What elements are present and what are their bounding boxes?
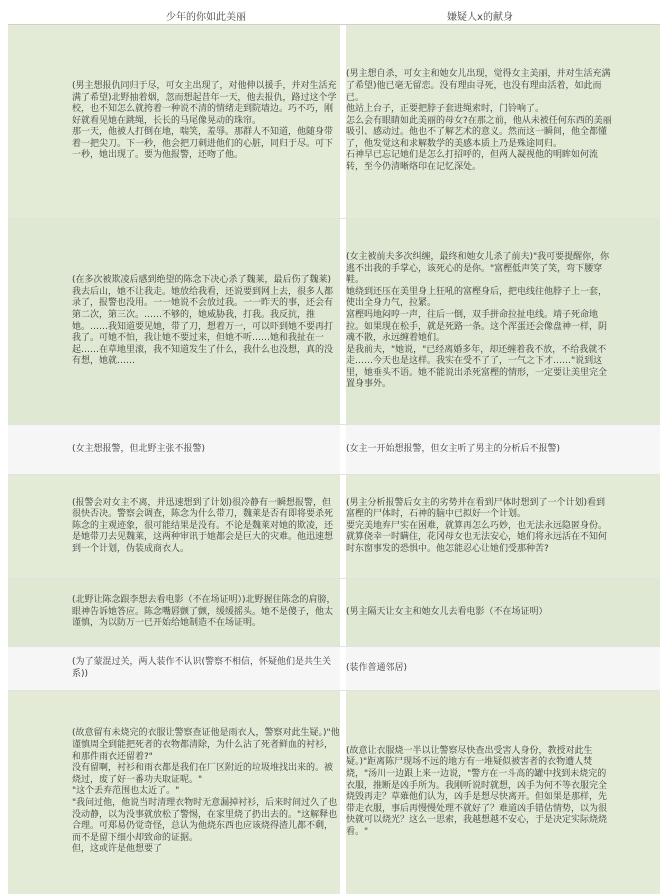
row-margin-left <box>8 219 72 425</box>
row-margin-right <box>614 219 660 425</box>
left-excerpt-cell: (男主想报仇同归于尽，可女主出现了，对他伸以援手，并对生活充满了希望)北野抽着烟，忽而想起昔年一天，他去报仇，路过这个学校，也不知怎么就挎着一种说不清的情绪走到院墙边。巧不巧，刚好就看见她在跳绳，长长的马尾像晃动的珠帘。 那一天，他被人打倒在地，喘笑，羞辱。那群人不知道，他随身带着一把尖刀。下一秒，他会把刀刺进他们的心脏，同归于尽。可下一秒，她出现了。要为他报警，还吻了他。 <box>72 25 340 219</box>
row-margin-left <box>8 691 72 894</box>
row-margin-left <box>8 25 72 219</box>
row-margin-right <box>614 647 660 691</box>
comparison-row <box>8 475 660 579</box>
right-excerpt-cell: (女主被前夫多次纠缠，最终和她女儿杀了前夫)"我可要提醒你，你逃不出我的手掌心，该死心的是你。"富樫低声笑了笑，弯下腰穿鞋。 她绕到还压在美里身上狂吼的富樫身后，把电线往他脖子上一套，使出全身力气，拉紧。 富樫吗地闷哼一声，往后一倒，双手拼命拉扯电线。靖子死命地拉。如果现在松手，就是死路一条。这个浑蛋还会像盘神一样，阴魂不散，永远缠着她们。 是我前夫，"她说，"已经离婚多年，却还缠着我不放，不给我就不走……今天也是这样。我实在受不了了，一气之下才……"说到这里，她垂头不语。她不能说出杀死富樫的情形，一定要让美里完全置身事外。 <box>346 219 614 425</box>
row-margin-left <box>8 475 72 579</box>
left-excerpt-cell: (北野让陈念跟李想去看电影（不在场证明）)北野握住陈念的肩膀，眼神告诉她答应。陈念嘴唇颤了颤，缓缓摇头。她不是傻子，他太谨慎，为以防万一已开始给她制造不在场证明。 <box>72 579 340 647</box>
left-excerpt-cell: (女主想报警，但北野主张不报警) <box>72 425 340 475</box>
left-excerpt-cell: (报警会对女主不离，并迅速想到了计划)很冷静有一瞬想报警，但很快否决。警察会调查，陈念为什么带刀，魏莱是否有即将要杀死陈念的主观迹象，很可能结果是没有。不论是魏莱对她的欺凌，还是她带刀去见魏莱，这两种审讯于她都会是巨大的灾难。他迅速想到一个计划，伪装成商衣人。 <box>72 475 340 579</box>
comparison-row <box>8 579 660 647</box>
comparison-table <box>8 6 660 894</box>
row-margin-right <box>614 25 660 219</box>
row-margin-right <box>614 579 660 647</box>
right-excerpt-cell: (男主隔天让女主和她女儿去看电影（不在场证明） <box>346 579 614 647</box>
left-excerpt-cell: (故意留有未烧完的衣服让警察查证他是雨衣人，警察对此生疑。)"他谨慎周全到能把死者的衣物都清除，为什么沾了死者鲜血的衬衫，和那件雨衣还留着?" 没有留啊，衬衫和雨衣都是我们在厂区附近的垃圾堆找出来的。被烧过，废了好一番功夫取证呢。" "这个丢弃范围也太近了。" "我问过他，他说当时清理衣物时无意漏掉衬衫，后来时间过久了也没动静，以为没事就放松了警惕，在家里烧了扔出去的。"这解释也合理。可郑易仍觉奇怪，总认为他烧东西也应该烧得渣儿都不剩，而不是留下细小却致命的证据。 但，这或许是他想要了 <box>72 691 340 894</box>
left-excerpt-cell: (为了蒙混过关，两人装作不认识(警察不相信，怀疑他们是共生关系)) <box>72 647 340 691</box>
comparison-row <box>8 219 660 425</box>
header-row <box>8 6 660 25</box>
row-margin-right <box>614 425 660 475</box>
row-margin-left <box>8 425 72 475</box>
right-excerpt-cell: (男主分析报警后女主的劣势并在看到尸体时想到了一个计划)看到富樫的尸体时，石神的脑中已拟好一个计划。 要完美地弃尸实在困难，就算再怎么巧妙，也无法永远隐匿身份。就算侥幸一时瞒住，花冈母女也无法安心，她们将永远活在不知何时东窗事发的恐惧中。他怎能忍心让她们受那种苦? <box>346 475 614 579</box>
row-margin-right <box>614 475 660 579</box>
row-margin-left <box>8 647 72 691</box>
comparison-row <box>8 425 660 475</box>
right-excerpt-cell: (故意让衣服烧一半以让警察尽快查出受害人身份，教授对此生疑。)"距离陈尸现场不远的地方有一堆疑似被害者的衣物遭人焚烧，"汤川一边跟上来一边说，"警方在一斗高的罐中找到未烧完的衣服，推断是凶手所为。我刚听说时就想，凶手为何不等衣服完全烧毁再走？草薙他们认为，凶手是想尽快离开。但如果是那样，先带走衣服，事后再慢慢处理不就好了？难道凶手错估情势，以为很快就可以烧光？这么一思索，我越想越不安心，于是决定实际烧烧看。" <box>346 691 614 894</box>
comparison-row <box>8 25 660 219</box>
header-left-title: 少年的你如此美丽 <box>72 6 340 25</box>
right-excerpt-cell: (装作普通邻居) <box>346 647 614 691</box>
right-excerpt-cell: (男主想自杀，可女主和她女儿出现，觉得女主美丽，并对生活充满了希望)他已毫无留恋。没有理由寻死，也没有理由活着，如此而已。 他站上台子，正要把脖子套进绳索时，门铃响了。 怎么会有眼睛如此美丽的母女?在那之前，他从未被任何东西的美丽吸引、感动过。他也不了解艺术的意义。然而这一瞬间，他全都懂了，他发觉这和求解数学的美感本质上乃是殊途同归。 石神早已忘记她们是怎么打招呼的，但两人凝视他的明眸如何流转，至今仍清晰烙印在记忆深处。 <box>346 25 614 219</box>
row-margin-left <box>8 579 72 647</box>
comparison-row <box>8 647 660 691</box>
comparison-row <box>8 691 660 894</box>
header-right-title: 嫌疑人x的献身 <box>346 6 614 25</box>
left-excerpt-cell: (在多次被欺凌后感到绝望的陈念下决心杀了魏莱，最后伤了魏莱)我去后山，她不让我走。她放给我看，还说要到网上去，很多人都录了，报警也没用。一一她说不会放过我。一一昨天的事，还会有第二次，第三次。……不够的，她威胁我，打我。我反抗，推她。……我知道要见她，带了刀，想着万一，可以吓到她不要再打我了。可她不怕，我让她不要过来，但她不听……她和我扯在一起……在草地里滚，我不知道发生了什么，我什么也没想，真的没有想，她就…… <box>72 219 340 425</box>
right-excerpt-cell: (女主一开始想报警，但女主听了男主的分析后不报警) <box>346 425 614 475</box>
row-margin-right <box>614 691 660 894</box>
